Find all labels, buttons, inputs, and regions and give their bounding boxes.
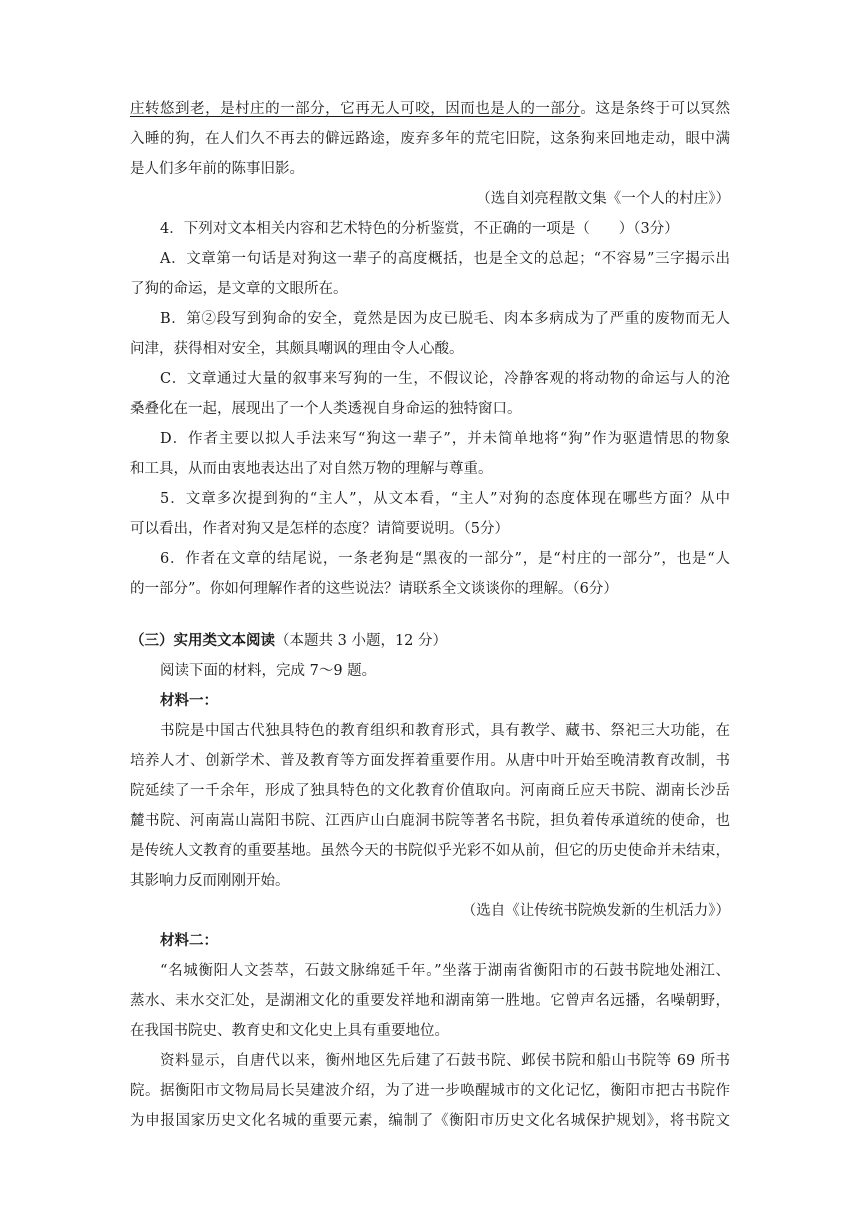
material-1-line: 是传统人文教育的重要基地。虽然今天的书院似乎光彩不如从前，但它的历史使命并未结束， <box>130 843 730 859</box>
material-2-line: 蒸水、耒水交汇处，是湖湘文化的重要发祥地和湖南第一胜地。它曾声名远播，名噪朝野， <box>130 993 730 1009</box>
material-1-line: 培养人才、创新学术、普及教育等方面发挥着重要作用。从唐中叶开始至晚清教育改制，书 <box>130 753 730 769</box>
story-line-2: 入睡的狗，在人们久不再去的僻远路途，废弃多年的荒宅旧院，这条狗来回地走动，眼中满 <box>130 131 730 147</box>
question-4-option-a-cont: 了狗的命运，是文章的文眼所在。 <box>130 281 348 297</box>
material-1-source: （选自《让传统书院焕发新的生机活力》） <box>461 903 730 919</box>
material-2-label: 材料二： <box>160 932 218 949</box>
question-4-stem: 4．下列对文本相关内容和艺术特色的分析鉴赏，不正确的一项是（ ）（3分） <box>160 221 679 237</box>
question-4-option-c-cont: 桑叠化在一起，展现出了一个人类透视自身命运的独特窗口。 <box>130 401 522 417</box>
story-source: （选自刘亮程散文集《一个人的村庄》） <box>476 191 730 207</box>
question-4-option-d-cont: 和工具，从而由衷地表达出了对自然万物的理解与尊重。 <box>130 461 493 477</box>
question-6-cont: 的一部分”。你如何理解作者的这些说法？请联系全文谈谈你的理解。（6分） <box>130 581 618 597</box>
question-5: 5．文章多次提到狗的“主人”，从文本看，“主人”对狗的态度体现在哪些方面？从中 <box>160 491 730 507</box>
document-page <box>130 94 730 1136</box>
material-1-line: 书院是中国古代独具特色的教育组织和教育形式，具有教学、藏书、祭祀三大功能，在 <box>160 723 730 739</box>
underlined-sentence: 庄转悠到老，是村庄的一部分，它再无人可咬，因而也是人的一部分 <box>130 101 581 117</box>
material-1-line: 其影响力反而刚刚开始。 <box>130 873 290 889</box>
material-2-line: 在我国书院史、教育史和文化史上具有重要地位。 <box>130 1023 449 1039</box>
material-2-line: 为申报国家历史文化名城的重要元素，编制了《衡阳市历史文化名城保护规划》，将书院文 <box>130 1113 730 1129</box>
story-line-3: 是人们多年前的陈事旧影。 <box>130 161 304 177</box>
material-1-label: 材料一： <box>160 692 218 709</box>
section-3-heading: （三）实用类文本阅读（本题共 3 小题，12 分） <box>130 632 448 649</box>
material-2-line: “名城衡阳人文荟萃，石鼓文脉绵延千年。”坐落于湖南省衡阳市的石鼓书院地处湘江、 <box>160 963 730 979</box>
material-2-line: 院。据衡阳市文物局局长吴建波介绍，为了进一步唤醒城市的文化记忆，衡阳市把古书院作 <box>130 1083 730 1099</box>
material-1-line: 麓书院、河南嵩山嵩阳书院、江西庐山白鹿洞书院等著名书院，担负着传承道统的使命，也 <box>130 813 730 829</box>
material-2-line: 资料显示，自唐代以来，衡州地区先后建了石鼓书院、邺侯书院和船山书院等 69 所书 <box>160 1053 730 1069</box>
question-4-option-d: D．作者主要以拟人手法来写“狗这一辈子”，并未简单地将“狗”作为驱遣情思的物象 <box>160 431 730 447</box>
section-spacer <box>130 604 730 626</box>
question-4-option-a: A．文章第一句话是对狗这一辈子的高度概括，也是全文的总起；“不容易”三字揭示出 <box>160 251 730 267</box>
story-line-1: 庄转悠到老，是村庄的一部分，它再无人可咬，因而也是人的一部分。这是条终于可以冥然 <box>130 101 730 117</box>
section-3-instruction: 阅读下面的材料，完成 7～9 题。 <box>160 663 377 679</box>
question-4-option-b-cont: 问津，获得相对安全，其颇具嘲讽的理由令人心酸。 <box>130 341 464 357</box>
material-1-line: 院延续了一千余年，形成了独具特色的文化教育价值取向。河南商丘应天书院、湖南长沙岳 <box>130 783 730 799</box>
question-6: 6．作者在文章的结尾说，一条老狗是“黑夜的一部分”，是“村庄的一部分”，也是“人 <box>160 551 730 567</box>
question-5-cont: 可以看出，作者对狗又是怎样的态度？请简要说明。（5分） <box>130 521 509 537</box>
question-4-option-c: C．文章通过大量的叙事来写狗的一生，不假议论，冷静客观的将动物的命运与人的沧 <box>160 371 730 387</box>
question-4-option-b: B．第②段写到狗命的安全，竟然是因为皮已脱毛、肉本多病成为了严重的废物而无人 <box>160 311 730 327</box>
